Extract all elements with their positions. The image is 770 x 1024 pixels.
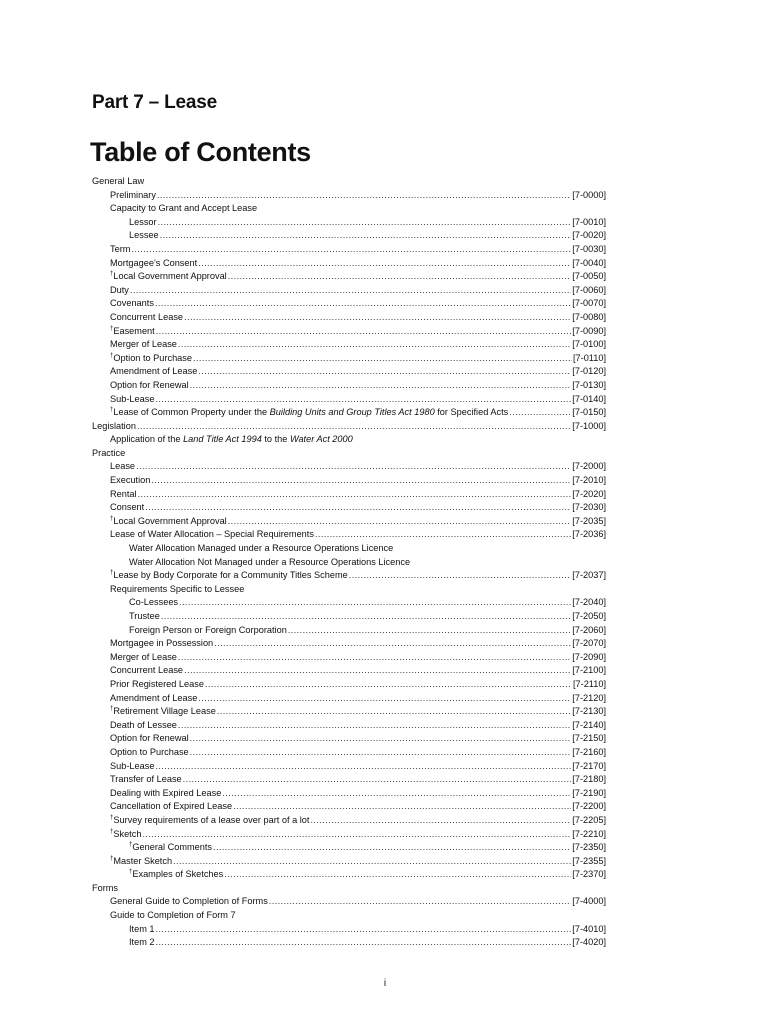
toc-entry-label bbox=[110, 243, 130, 257]
toc-entry-ref: [7-2370] bbox=[572, 869, 606, 880]
dot-leader bbox=[198, 692, 571, 706]
toc-entry-label bbox=[110, 692, 197, 706]
toc-entry-text: Term bbox=[110, 243, 131, 254]
toc-entry-ref: [7-2030] bbox=[572, 502, 606, 513]
part-title: Part 7 – Lease bbox=[92, 92, 218, 113]
toc-entry[interactable] bbox=[92, 692, 606, 706]
toc-entry-text: Retirement Village Lease bbox=[113, 706, 216, 717]
toc-entry-label bbox=[129, 624, 287, 638]
toc-entry-ref: [7-2040] bbox=[572, 597, 606, 608]
dot-leader bbox=[160, 229, 572, 243]
toc-entry-label bbox=[110, 515, 227, 529]
dot-leader bbox=[137, 420, 571, 434]
toc-entry-label bbox=[110, 678, 204, 692]
toc-entry-ref: [7-4000] bbox=[572, 896, 606, 907]
toc-entry[interactable] bbox=[92, 420, 606, 434]
toc-entry[interactable] bbox=[92, 284, 606, 298]
toc-entry-label bbox=[110, 338, 177, 352]
toc-entry-ref: [7-0030] bbox=[572, 243, 606, 254]
toc-entry-label bbox=[129, 216, 157, 230]
toc-entry-label bbox=[110, 352, 192, 366]
toc-entry-ref: [7-0010] bbox=[572, 216, 606, 227]
toc-entry[interactable] bbox=[92, 257, 606, 271]
dot-leader bbox=[198, 365, 571, 379]
dagger-marker: † bbox=[110, 706, 114, 713]
dot-leader bbox=[142, 828, 571, 842]
toc-entry-ref: [7-4010] bbox=[572, 923, 606, 934]
act-title: Building Units and Group Titles Act 1980 bbox=[269, 407, 435, 418]
dot-leader bbox=[228, 515, 572, 529]
toc-entry[interactable] bbox=[92, 528, 606, 542]
toc-entry-text: Prior Registered Lease bbox=[110, 678, 204, 689]
toc-entry-text: Water Allocation Not Managed under a Resource Operations Licence bbox=[129, 556, 411, 567]
toc-entry[interactable] bbox=[92, 379, 606, 393]
toc-entry-text: Local Government Approval bbox=[113, 515, 227, 526]
toc-entry[interactable] bbox=[92, 773, 606, 787]
toc-entry-label bbox=[110, 202, 257, 216]
toc-entry-ref: [7-2130] bbox=[572, 706, 606, 717]
toc-entry-ref: [7-4020] bbox=[572, 937, 606, 948]
dot-leader bbox=[233, 800, 571, 814]
toc-entry-label bbox=[92, 447, 125, 461]
toc-entry[interactable] bbox=[92, 895, 606, 909]
toc-entry[interactable] bbox=[92, 637, 606, 651]
dot-leader bbox=[288, 624, 571, 638]
toc-entry-text: Mortgagee in Possession bbox=[110, 638, 214, 649]
dagger-marker: † bbox=[110, 855, 114, 862]
toc-entry-label bbox=[110, 460, 135, 474]
toc-entry-label bbox=[110, 257, 197, 271]
toc-entry[interactable] bbox=[92, 189, 606, 203]
toc-entry-text: Amendment of Lease bbox=[110, 366, 198, 377]
dot-leader bbox=[145, 501, 571, 515]
toc-entry[interactable] bbox=[92, 297, 606, 311]
toc-entry-text: Application of the bbox=[110, 434, 181, 445]
toc-entry-ref: [7-2170] bbox=[572, 760, 606, 771]
toc-entry-text: Lessee bbox=[129, 230, 159, 241]
dot-leader bbox=[184, 311, 571, 325]
toc-entry-label bbox=[129, 923, 155, 937]
toc-entry-text: Item 2 bbox=[129, 937, 155, 948]
toc-entry-ref: [7-2120] bbox=[572, 692, 606, 703]
toc-entry-text: General Comments bbox=[132, 842, 212, 853]
toc-entry-text: Water Allocation Managed under a Resource Operations Licence bbox=[129, 543, 394, 554]
toc-entry-text: Legislation bbox=[92, 420, 136, 431]
dot-leader bbox=[315, 528, 571, 542]
toc-entry-ref: [7-0080] bbox=[572, 311, 606, 322]
toc-entry-text: Transfer of Lease bbox=[110, 774, 182, 785]
toc-entry-label bbox=[110, 855, 172, 869]
toc-entry[interactable] bbox=[92, 338, 606, 352]
toc-heading bbox=[92, 909, 606, 923]
dot-leader bbox=[131, 243, 571, 257]
toc-entry-ref: [7-2020] bbox=[572, 488, 606, 499]
dot-leader bbox=[190, 732, 572, 746]
toc-entry-ref: [7-2200] bbox=[572, 801, 606, 812]
toc-entry[interactable] bbox=[92, 488, 606, 502]
toc-entry[interactable] bbox=[92, 787, 606, 801]
toc-entry-text: General Guide to Completion of Forms bbox=[110, 896, 268, 907]
toc-entry-label bbox=[110, 365, 197, 379]
dot-leader bbox=[179, 596, 571, 610]
toc-entry-label bbox=[110, 311, 183, 325]
toc-entry-text-after: to the bbox=[264, 434, 288, 445]
dagger-marker: † bbox=[110, 352, 114, 359]
toc-entry-text: Covenants bbox=[110, 298, 154, 309]
toc-entry-ref: [7-2090] bbox=[572, 651, 606, 662]
toc-heading bbox=[92, 433, 606, 447]
dot-leader bbox=[224, 868, 571, 882]
toc-entry[interactable] bbox=[92, 624, 606, 638]
toc-entry[interactable] bbox=[92, 311, 606, 325]
dot-leader bbox=[184, 664, 571, 678]
toc-entry-text: Option for Renewal bbox=[110, 733, 189, 744]
dot-leader bbox=[205, 678, 572, 692]
toc-entry-label bbox=[110, 895, 268, 909]
toc-entry[interactable] bbox=[92, 651, 606, 665]
toc-entry-label bbox=[110, 773, 182, 787]
dot-leader bbox=[214, 637, 571, 651]
toc-entry[interactable] bbox=[92, 229, 606, 243]
toc-entry-text: Master Sketch bbox=[113, 855, 173, 866]
toc-title: Table of Contents bbox=[90, 137, 311, 167]
toc-entry-label bbox=[110, 800, 232, 814]
toc-entry-label bbox=[110, 787, 221, 801]
toc-entry-label bbox=[92, 175, 144, 189]
toc-entry-ref: [7-0110] bbox=[572, 352, 606, 363]
toc-entry-text: Concurrent Lease bbox=[110, 665, 184, 676]
toc-entry-text: Option to Purchase bbox=[110, 746, 189, 757]
toc-entry[interactable] bbox=[92, 705, 606, 719]
toc-entry-ref: [7-2140] bbox=[572, 719, 606, 730]
toc-entry[interactable] bbox=[92, 855, 606, 869]
dagger-marker: † bbox=[110, 271, 114, 278]
dot-leader bbox=[269, 895, 571, 909]
toc-entry-text: Cancellation of Expired Lease bbox=[110, 801, 233, 812]
toc-entry-label bbox=[129, 841, 212, 855]
dot-leader bbox=[155, 297, 571, 311]
dot-leader bbox=[151, 474, 571, 488]
dagger-marker: † bbox=[129, 869, 133, 876]
toc-entry-label bbox=[110, 760, 154, 774]
dot-leader bbox=[155, 393, 571, 407]
dot-leader bbox=[228, 270, 572, 284]
toc-entry-ref: [7-0020] bbox=[572, 230, 606, 241]
toc-entry[interactable] bbox=[92, 760, 606, 774]
toc-entry[interactable] bbox=[92, 610, 606, 624]
toc-entry-text: Sub-Lease bbox=[110, 760, 155, 771]
toc-entry-label bbox=[110, 189, 156, 203]
toc-entry[interactable] bbox=[92, 746, 606, 760]
toc-entry-ref: [7-2180] bbox=[572, 774, 606, 785]
toc-entry-ref: [7-2000] bbox=[572, 461, 606, 472]
toc-entry[interactable] bbox=[92, 828, 606, 842]
act-title: Water Act 2000 bbox=[289, 434, 353, 445]
dot-leader bbox=[173, 855, 571, 869]
toc-entry-ref: [7-2190] bbox=[572, 787, 606, 798]
toc-entry-text: Examples of Sketches bbox=[132, 869, 224, 880]
toc-entry[interactable] bbox=[92, 474, 606, 488]
dot-leader bbox=[156, 923, 572, 937]
toc-entry[interactable] bbox=[92, 678, 606, 692]
page-number: i bbox=[383, 978, 387, 989]
toc-entry[interactable] bbox=[92, 800, 606, 814]
toc-entry[interactable] bbox=[92, 596, 606, 610]
toc-entry-text: Guide to Completion of Form 7 bbox=[110, 910, 236, 921]
dot-leader bbox=[222, 787, 571, 801]
dagger-marker: † bbox=[110, 828, 114, 835]
toc-entry-label bbox=[110, 406, 508, 420]
toc-entry-ref: [7-2060] bbox=[572, 624, 606, 635]
dot-leader bbox=[178, 719, 571, 733]
toc-heading bbox=[92, 556, 606, 570]
toc-entry-text: Lease bbox=[110, 461, 136, 472]
dagger-marker: † bbox=[110, 570, 114, 577]
toc-entry-text: Local Government Approval bbox=[113, 271, 227, 282]
toc-entry-text: Dealing with Expired Lease bbox=[110, 787, 222, 798]
dot-leader bbox=[130, 284, 571, 298]
toc-entry-label bbox=[110, 528, 314, 542]
toc-heading bbox=[92, 202, 606, 216]
toc-entry-text: Merger of Lease bbox=[110, 339, 177, 350]
toc-entry-label bbox=[110, 909, 236, 923]
toc-entry-text: Concurrent Lease bbox=[110, 311, 184, 322]
toc-entry-label bbox=[110, 501, 144, 515]
toc-entry-label bbox=[110, 569, 348, 583]
toc-entry-label bbox=[110, 433, 353, 447]
toc-entry-text: Execution bbox=[110, 475, 151, 486]
toc-entry-label bbox=[110, 474, 150, 488]
toc-entry-ref: [7-0000] bbox=[572, 189, 606, 200]
toc-entry-text: Practice bbox=[92, 447, 126, 458]
toc-entry[interactable] bbox=[92, 868, 606, 882]
toc-entry-text: Lease by Body Corporate for a Community Titles Scheme bbox=[113, 570, 348, 581]
toc-heading bbox=[92, 542, 606, 556]
toc-entry-text: Requirements Specific to Lessee bbox=[110, 583, 245, 594]
dot-leader bbox=[310, 814, 571, 828]
toc-entry-ref: [7-2210] bbox=[572, 828, 606, 839]
toc-entry-label bbox=[92, 420, 136, 434]
toc-entry[interactable] bbox=[92, 814, 606, 828]
dot-leader bbox=[213, 841, 571, 855]
toc-entry-ref: [7-2100] bbox=[572, 665, 606, 676]
toc-entry-label bbox=[110, 719, 177, 733]
toc-entry-ref: [7-2355] bbox=[572, 855, 606, 866]
toc-entry-label bbox=[129, 229, 159, 243]
toc-heading bbox=[92, 447, 606, 461]
toc-entry-text: Amendment of Lease bbox=[110, 692, 198, 703]
toc-entry-label bbox=[110, 828, 141, 842]
dot-leader bbox=[193, 352, 572, 366]
toc-entry-ref: [7-1000] bbox=[572, 420, 606, 431]
toc-entry-text: Lease of Water Allocation – Special Requirements bbox=[110, 529, 314, 540]
act-title: Land Title Act 1994 bbox=[183, 434, 262, 445]
toc-entry-label bbox=[110, 705, 216, 719]
toc-entry-label bbox=[110, 732, 189, 746]
toc-entry-ref: [7-0100] bbox=[572, 339, 606, 350]
toc-entry-ref: [7-0140] bbox=[572, 393, 606, 404]
toc-entry-ref: [7-2350] bbox=[572, 842, 606, 853]
dot-leader bbox=[190, 379, 572, 393]
toc-entry-text: Forms bbox=[92, 882, 119, 893]
toc-entry-text: Sketch bbox=[113, 828, 142, 839]
toc-entry-text: General Law bbox=[92, 176, 145, 186]
toc-entry-ref: [7-2070] bbox=[572, 638, 606, 649]
dot-leader bbox=[217, 705, 571, 719]
toc-entry-label bbox=[110, 583, 244, 597]
dot-leader bbox=[155, 760, 571, 774]
toc-entry-label bbox=[110, 637, 213, 651]
toc-entry-label bbox=[110, 746, 189, 760]
dot-leader bbox=[190, 746, 572, 760]
table-of-contents bbox=[92, 175, 606, 950]
toc-entry-ref: [7-2205] bbox=[572, 814, 606, 825]
toc-entry[interactable] bbox=[92, 393, 606, 407]
toc-entry-text: Co-Lessees bbox=[129, 597, 179, 608]
dot-leader bbox=[178, 338, 571, 352]
toc-entry-label bbox=[129, 610, 160, 624]
dot-leader bbox=[158, 216, 572, 230]
toc-entry[interactable] bbox=[92, 270, 606, 284]
toc-entry-ref: [7-2160] bbox=[572, 746, 606, 757]
toc-entry[interactable] bbox=[92, 501, 606, 515]
toc-entry-text: Mortgagee’s Consent bbox=[110, 257, 198, 268]
toc-entry-text: Trustee bbox=[129, 611, 160, 621]
dagger-marker: † bbox=[129, 842, 133, 849]
toc-entry[interactable] bbox=[92, 936, 606, 950]
toc-entry-label bbox=[110, 297, 154, 311]
toc-entry-ref: [7-0120] bbox=[572, 366, 606, 377]
toc-entry-ref: [7-0040] bbox=[572, 257, 606, 268]
toc-entry-label bbox=[110, 325, 155, 339]
toc-entry-ref: [7-2150] bbox=[572, 733, 606, 744]
dot-leader bbox=[509, 406, 571, 420]
dot-leader bbox=[178, 651, 571, 665]
toc-entry-text: Survey requirements of a lease over part of a lot bbox=[113, 814, 310, 825]
dagger-marker: † bbox=[110, 407, 114, 414]
toc-entry-label bbox=[129, 868, 223, 882]
toc-entry[interactable] bbox=[92, 365, 606, 379]
toc-entry-text: Duty bbox=[110, 284, 129, 295]
toc-entry-text: Easement bbox=[113, 325, 155, 336]
dot-leader bbox=[157, 189, 571, 203]
toc-entry-text: Item 1 bbox=[129, 923, 155, 934]
toc-entry[interactable] bbox=[92, 841, 606, 855]
toc-entry-label bbox=[129, 596, 178, 610]
dagger-marker: † bbox=[110, 814, 114, 821]
dot-leader bbox=[198, 257, 571, 271]
toc-entry-text: Capacity to Grant and Accept Lease bbox=[110, 203, 258, 214]
toc-entry-text: Foreign Person or Foreign Corporation bbox=[129, 624, 287, 635]
dot-leader bbox=[138, 488, 572, 502]
toc-entry[interactable] bbox=[92, 216, 606, 230]
toc-entry-label bbox=[110, 393, 154, 407]
toc-entry-text: Lessor bbox=[129, 216, 157, 227]
toc-entry-ref: [7-0130] bbox=[572, 379, 606, 390]
toc-entry-label bbox=[110, 284, 129, 298]
toc-entry-text: Preliminary bbox=[110, 189, 156, 200]
toc-entry-text: Rental bbox=[110, 488, 137, 499]
toc-entry-label bbox=[110, 379, 189, 393]
toc-entry-text: Option for Renewal bbox=[110, 379, 189, 390]
toc-entry-ref: [7-2010] bbox=[572, 475, 606, 486]
toc-entry[interactable] bbox=[92, 569, 606, 583]
toc-entry-text: Sub-Lease bbox=[110, 393, 155, 404]
toc-entry-text-after: for Specified Acts bbox=[437, 407, 509, 418]
toc-entry-ref: [7-0050] bbox=[572, 271, 606, 282]
toc-entry-label bbox=[110, 651, 177, 665]
dot-leader bbox=[161, 610, 571, 624]
toc-heading bbox=[92, 882, 606, 896]
toc-entry-label bbox=[92, 882, 118, 896]
toc-entry[interactable] bbox=[92, 352, 606, 366]
dot-leader bbox=[156, 936, 572, 950]
dagger-marker: † bbox=[110, 325, 114, 332]
toc-entry[interactable] bbox=[92, 719, 606, 733]
toc-entry-ref: [7-2037] bbox=[572, 570, 606, 581]
toc-entry[interactable] bbox=[92, 460, 606, 474]
toc-entry-label bbox=[129, 936, 155, 950]
toc-entry-label bbox=[110, 664, 183, 678]
toc-heading bbox=[92, 175, 606, 189]
toc-entry-text: Lease of Common Property under the bbox=[113, 407, 268, 418]
dot-leader bbox=[136, 460, 571, 474]
toc-entry-text: Death of Lessee bbox=[110, 719, 177, 730]
toc-entry[interactable] bbox=[92, 664, 606, 678]
toc-heading bbox=[92, 583, 606, 597]
dot-leader bbox=[156, 325, 572, 339]
toc-entry-ref: [7-2035] bbox=[572, 515, 606, 526]
toc-entry[interactable] bbox=[92, 923, 606, 937]
toc-entry-text: Merger of Lease bbox=[110, 651, 177, 662]
toc-entry-text: Option to Purchase bbox=[113, 352, 192, 363]
toc-entry-label bbox=[110, 488, 137, 502]
toc-entry-ref: [7-0090] bbox=[572, 325, 606, 336]
toc-entry-ref: [7-0070] bbox=[572, 298, 606, 309]
toc-entry-label bbox=[129, 542, 393, 556]
toc-entry-ref: [7-2110] bbox=[572, 678, 606, 689]
toc-entry[interactable] bbox=[92, 325, 606, 339]
toc-entry-ref: [7-2036] bbox=[572, 529, 606, 540]
toc-entry-text: Consent bbox=[110, 502, 145, 513]
dot-leader bbox=[183, 773, 572, 787]
toc-entry-label bbox=[110, 270, 227, 284]
dot-leader bbox=[349, 569, 572, 583]
toc-entry-label bbox=[129, 556, 410, 570]
toc-entry[interactable] bbox=[92, 243, 606, 257]
toc-entry[interactable] bbox=[92, 406, 606, 420]
toc-entry[interactable] bbox=[92, 732, 606, 746]
toc-entry-ref: [7-2050] bbox=[572, 611, 606, 621]
toc-entry-label bbox=[110, 814, 309, 828]
dagger-marker: † bbox=[110, 515, 114, 522]
toc-entry-ref: [7-0150] bbox=[572, 407, 606, 418]
toc-entry-ref: [7-0060] bbox=[572, 284, 606, 295]
toc-entry[interactable] bbox=[92, 515, 606, 529]
